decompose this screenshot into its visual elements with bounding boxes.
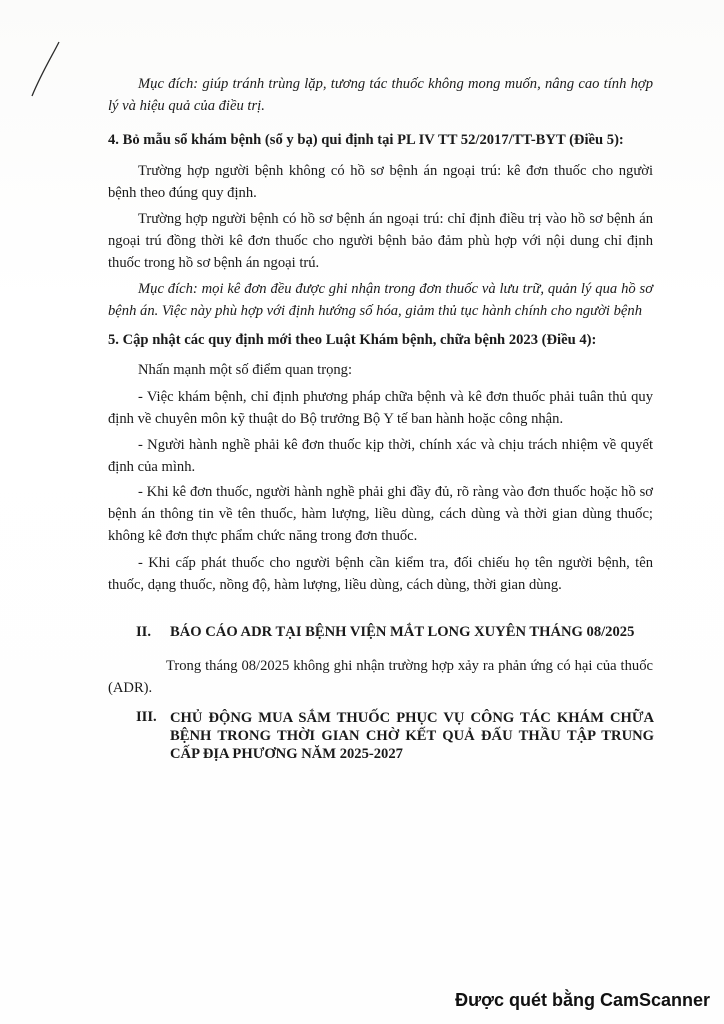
bullet-4: - Khi cấp phát thuốc cho người bệnh cần kiểm tra, đối chiếu họ tên người bệnh, tên thuốc, dạng thuốc, nồng độ, hàm lượng, liều dùng, cách dùng, thời gian dùng. [108, 555, 653, 593]
paragraph-4a: Trường hợp người bệnh không có hồ sơ bệnh án ngoại trú: kê đơn thuốc cho người bệnh theo đúng quy định. [108, 163, 653, 201]
paragraph-5-intro: Nhấn mạnh một số điểm quan trọng: [138, 362, 353, 378]
pen-stroke-mark [28, 40, 62, 100]
purpose-note-1: Mục đích: giúp tránh trùng lặp, tương tác thuốc không mong muốn, nâng cao tính hợp lý và hiệu quả của điều trị. [108, 76, 653, 114]
purpose-note-4: Mục đích: mọi kê đơn đều được ghi nhận trong đơn thuốc và lưu trữ, quản lý qua hồ sơ bệnh án. Việc này phù hợp với định hướng số hóa, giảm thủ tục hành chính cho người bệnh [108, 281, 653, 319]
section-2-number: II. [136, 624, 152, 640]
bullet-1: - Việc khám bệnh, chỉ định phương pháp chữa bệnh và kê đơn thuốc phải tuân thủ quy định về chuyên môn kỹ thuật do Bộ trưởng Bộ Y tế ban hành hoặc công nhận. [108, 389, 653, 427]
bullet-3: - Khi kê đơn thuốc, người hành nghề phải ghi đầy đủ, rõ ràng vào đơn thuốc hoặc hồ sơ bệnh án thông tin về tên thuốc, hàm lượng, liều dùng, cách dùng và thời gian dùng thuốc; không kê đơn thực phẩm chức năng trong đơn thuốc. [108, 484, 653, 544]
section-3-title: CHỦ ĐỘNG MUA SẮM THUỐC PHỤC VỤ CÔNG TÁC KHÁM CHỮA BỆNH TRONG THỜI GIAN CHỜ KẾT QUẢ ĐẤU THẦU TẬP TRUNG CẤP ĐỊA PHƯƠNG NĂM 2025-2027 [170, 710, 654, 762]
heading-5: 5. Cập nhật các quy định mới theo Luật Khám bệnh, chữa bệnh 2023 (Điều 4): [108, 332, 597, 348]
heading-4: 4. Bỏ mẫu sổ khám bệnh (sổ y bạ) qui định tại PL IV TT 52/2017/TT-BYT (Điều 5): [108, 132, 624, 148]
section-2-body: Trong tháng 08/2025 không ghi nhận trường hợp xảy ra phản ứng có hại của thuốc (ADR). [108, 658, 653, 696]
bullet-2: - Người hành nghề phải kê đơn thuốc kịp thời, chính xác và chịu trách nhiệm về quyết định của mình. [108, 437, 653, 475]
section-3-number: III. [136, 709, 157, 725]
section-2-title: BÁO CÁO ADR TẠI BỆNH VIỆN MẮT LONG XUYÊN THÁNG 08/2025 [170, 624, 635, 640]
paragraph-4b: Trường hợp người bệnh có hồ sơ bệnh án ngoại trú: chỉ định điều trị vào hồ sơ bệnh án ngoại trú đồng thời kê đơn thuốc cho người bệnh bảo đảm phù hợp với nội dung chỉ định thuốc trong hồ sơ bệnh án ngoại trú. [108, 211, 653, 271]
scanner-watermark: Được quét bằng CamScanner [455, 990, 710, 1010]
